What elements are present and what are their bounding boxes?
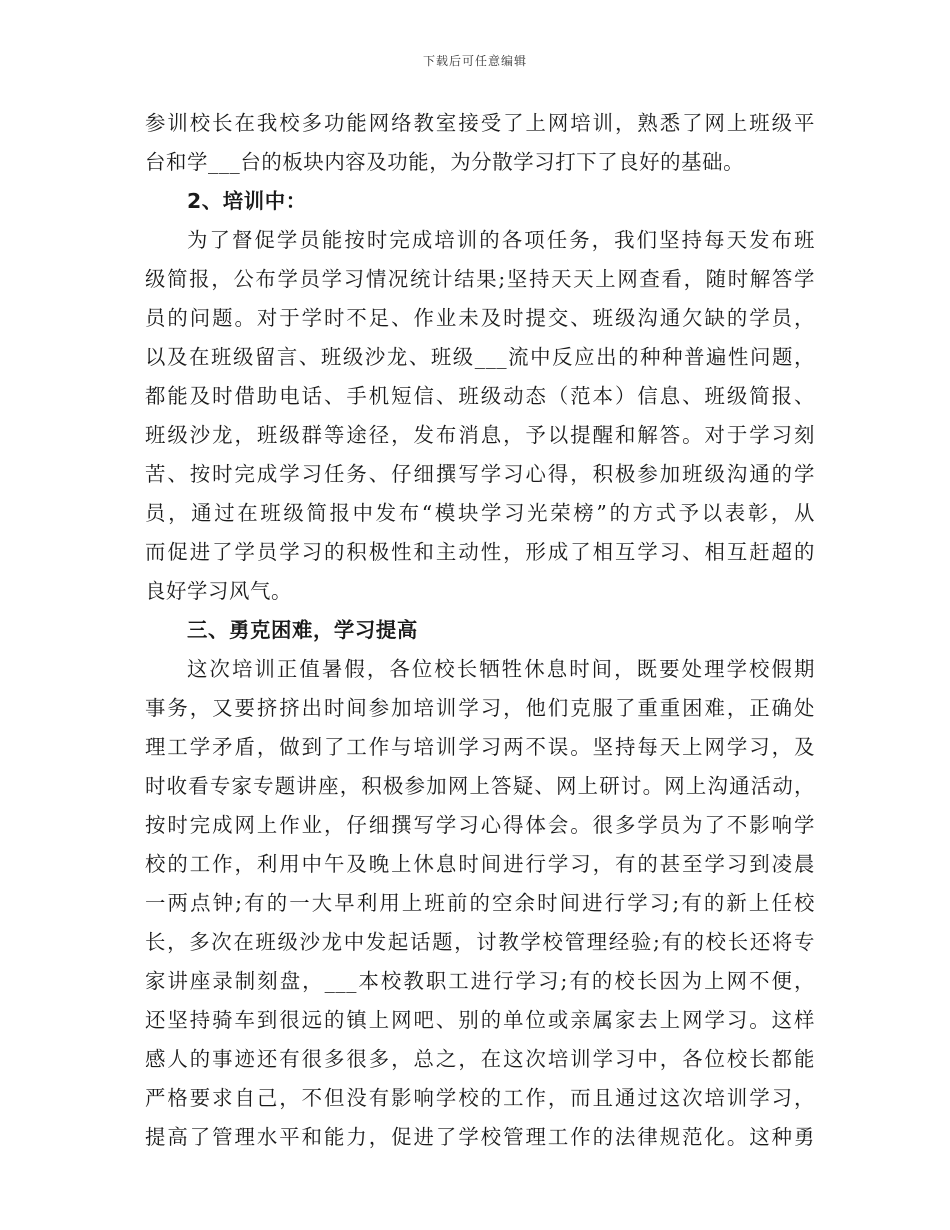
- text-line: 级简报，公布学员学习情况统计结果;坚持天天上网查看，随时解答学: [145, 267, 815, 291]
- text-line: 理工学矛盾，做到了工作与培训学习两不误。坚持每天上网学习，及: [145, 735, 815, 759]
- text-line: 为了督促学员能按时完成培训的各项任务，我们坚持每天发布班: [187, 228, 815, 252]
- text-line: 这次培训正值暑假，各位校长牺牲休息时间，既要处理学校假期: [187, 657, 815, 681]
- text-line: 苦、按时完成学习任务、仔细撰写学习心得，积极参加班级沟通的学: [145, 462, 815, 486]
- text-line: 家讲座录制刻盘，___本校教职工进行学习;有的校长因为上网不便，: [145, 969, 815, 993]
- text-line: 按时完成网上作业，仔细撰写学习心得体会。很多学员为了不影响学: [145, 813, 815, 837]
- text-line: 而促进了学员学习的积极性和主动性，形成了相互学习、相互赶超的: [145, 540, 815, 564]
- text-line: 感人的事迹还有很多很多，总之，在这次培训学习中，各位校长都能: [145, 1047, 815, 1071]
- text-line: 员的问题。对于学时不足、作业未及时提交、班级沟通欠缺的学员，: [145, 306, 815, 330]
- section-heading: 三、勇克困难，学习提高: [187, 618, 418, 642]
- text-line: 严格要求自己，不但没有影响学校的工作，而且通过这次培训学习，: [145, 1086, 815, 1110]
- text-line: 校的工作，利用中午及晚上休息时间进行学习，有的甚至学习到凌晨: [145, 852, 815, 876]
- text-line: 台和学___台的板块内容及功能，为分散学习打下了良好的基础。: [145, 150, 745, 174]
- text-line: 员，通过在班级简报中发布“模块学习光荣榜”的方式予以表彰，从: [145, 501, 815, 525]
- page-header: 下载后可任意编辑: [422, 54, 527, 68]
- text-line: 还坚持骑车到很远的镇上网吧、别的单位或亲属家去上网学习。这样: [145, 1008, 815, 1032]
- section-heading: 2、培训中：: [187, 189, 307, 213]
- text-line: 一两点钟;有的一大早利用上班前的空余时间进行学习;有的新上任校: [145, 891, 815, 915]
- text-line: 时收看专家专题讲座，积极参加网上答疑、网上研讨。网上沟通活动，: [145, 774, 815, 798]
- text-line: 事务，又要挤挤出时间参加培训学习，他们克服了重重困难，正确处: [145, 696, 815, 720]
- text-line: 都能及时借助电话、手机短信、班级动态（范本）信息、班级简报、: [145, 384, 815, 408]
- text-line: 长，多次在班级沙龙中发起话题，讨教学校管理经验;有的校长还将专: [145, 930, 815, 954]
- document-body: [145, 104, 815, 1157]
- text-line: 良好学习风气。: [145, 579, 292, 603]
- text-line: 以及在班级留言、班级沙龙、班级___流中反应出的种种普遍性问题，: [145, 345, 815, 369]
- text-line: 参训校长在我校多功能网络教室接受了上网培训，熟悉了网上班级平: [145, 111, 815, 135]
- text-line: 班级沙龙，班级群等途径，发布消息，予以提醒和解答。对于学习刻: [145, 423, 815, 447]
- text-line: 提高了管理水平和能力，促进了学校管理工作的法律规范化。这种勇: [145, 1125, 815, 1149]
